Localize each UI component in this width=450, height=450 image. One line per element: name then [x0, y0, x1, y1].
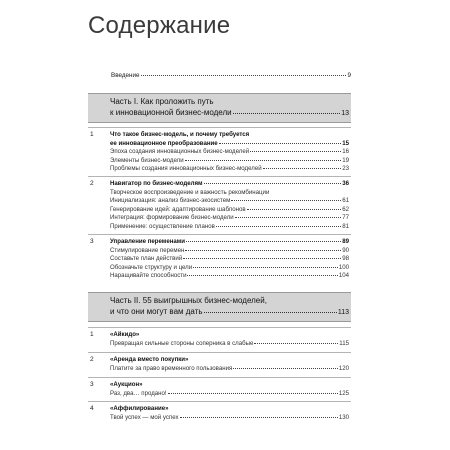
- dot-leader: [193, 267, 338, 268]
- toc-entry: [110, 131, 349, 140]
- toc-entry: [110, 264, 349, 273]
- toc-entry: [110, 197, 349, 206]
- dot-leader: [187, 275, 337, 276]
- toc-entry: [110, 148, 349, 157]
- dot-leader: [247, 209, 342, 210]
- model-number: 4: [90, 405, 94, 412]
- toc-page-number: 125: [338, 389, 349, 397]
- dot-leader: [233, 368, 338, 369]
- toc-entry-label: Обозначьте структуру и цели: [110, 263, 193, 271]
- toc-entry: [110, 272, 349, 281]
- dot-leader: [231, 200, 341, 201]
- dot-leader: [183, 258, 341, 259]
- toc-entry-label: «Аукцион»: [110, 381, 143, 388]
- dot-leader: [204, 183, 342, 184]
- toc-entry-label: Навигатор по бизнес-моделям: [110, 180, 203, 187]
- dot-leader: [263, 168, 342, 169]
- toc-page-number: 130: [338, 413, 349, 421]
- toc-entry: [110, 390, 349, 399]
- chapter-number: 2: [90, 180, 94, 187]
- toc-page-number: 23: [342, 165, 349, 173]
- toc-entry: [110, 140, 349, 149]
- divider: [88, 401, 351, 402]
- toc-page-number: 62: [342, 205, 349, 213]
- dot-leader: [204, 312, 337, 313]
- toc-page-number: 77: [342, 214, 349, 222]
- toc-entry-label: Раз, два… продано!: [110, 389, 167, 397]
- toc-entry: [110, 206, 349, 215]
- toc-entry-label: Применение: осуществление планов: [110, 222, 215, 230]
- divider: [88, 327, 351, 328]
- toc-entry-label: Интеграция: формирование бизнес-модели: [110, 214, 234, 222]
- model-number: 3: [90, 381, 94, 388]
- divider: [88, 176, 351, 177]
- dot-leader: [250, 151, 341, 152]
- dot-leader: [186, 241, 341, 242]
- toc-entry-label: Творческое воспроизведение и важность рекомбинации: [110, 188, 270, 196]
- part-1-title-line1: Как проложить путь: [140, 97, 214, 106]
- toc-entry-intro: [111, 72, 351, 79]
- divider: [88, 352, 351, 353]
- toc-page-number: 104: [338, 272, 349, 280]
- toc-page-number: 36: [342, 180, 349, 187]
- toc-entry-label: Твой успех — мой успех: [110, 413, 179, 421]
- chapter-number: 1: [90, 131, 94, 138]
- toc-entry: [110, 238, 349, 247]
- part-2-title-line1: 55 выигрышных бизнес-моделей,: [142, 296, 267, 305]
- toc-entry-label: Элементы бизнес-модели: [110, 156, 184, 164]
- toc-entry: [110, 180, 349, 189]
- model-number: 1: [90, 331, 94, 338]
- toc-entry-label: Эпоха создания инновационных бизнес-моделей: [110, 148, 250, 156]
- model-number: 2: [90, 356, 94, 363]
- toc-entry: [110, 414, 349, 423]
- toc-entry-label: Проблемы создания инновационных бизнес-моделей: [110, 165, 262, 173]
- toc-page-number: 115: [339, 339, 349, 347]
- toc-entry-label: Инициализация: анализ бизнес-экосистем: [110, 197, 231, 205]
- dot-leader: [219, 143, 342, 144]
- dot-leader: [185, 250, 341, 251]
- divider: [88, 127, 351, 128]
- page-title: Содержание: [88, 12, 231, 39]
- toc-entry-label: Введение: [111, 72, 140, 79]
- toc-page-number: 9: [347, 72, 351, 79]
- toc-entry-label: Генерирование идей: адаптирование шаблонов: [110, 205, 246, 213]
- toc-entry: [110, 247, 349, 256]
- part-2-banner: [88, 292, 351, 322]
- toc-entry: [110, 223, 349, 232]
- part-2-prefix: Часть II.: [110, 296, 141, 305]
- toc-entry-label: «Аффилирование»: [110, 405, 169, 412]
- toc-entry: [110, 365, 349, 374]
- toc-entry: [110, 255, 349, 264]
- toc-entry-label: Что такое бизнес-модель, и почему требуется: [110, 131, 250, 138]
- toc-entry-label: Составьте план действий: [110, 255, 183, 263]
- dot-leader: [233, 113, 341, 114]
- toc-page-number: 19: [342, 156, 349, 164]
- toc-entry: [110, 157, 349, 166]
- toc-entry: [110, 214, 349, 223]
- chapter-number: 3: [90, 238, 94, 245]
- toc-entry: [110, 356, 349, 365]
- dot-leader: [180, 417, 338, 418]
- toc-entry: [110, 405, 349, 414]
- toc-entry-label: «Айкидо»: [110, 331, 140, 338]
- part-2-title-line2: и что они могут вам дать: [110, 306, 203, 316]
- toc-page-number: 98: [342, 255, 349, 263]
- toc-entry-label: Платите за право временного пользования: [110, 364, 233, 372]
- toc-entry-label: Наращивайте способности: [110, 272, 187, 280]
- dot-leader: [254, 343, 338, 344]
- toc-page-number: 89: [342, 238, 349, 245]
- toc-entry: [110, 165, 349, 174]
- dot-leader: [141, 75, 347, 76]
- toc-entry: [110, 331, 349, 340]
- part-1-banner: [88, 93, 351, 123]
- toc-entry: [110, 189, 349, 198]
- toc-page-number: 61: [342, 197, 349, 205]
- toc-entry-label: Превращая сильные стороны соперника в слабые: [110, 339, 254, 347]
- toc-entry: [110, 381, 349, 390]
- divider: [88, 377, 351, 378]
- dot-leader: [168, 393, 338, 394]
- part-1-page: 13: [341, 109, 349, 117]
- part-1-title-line2: к инновационной бизнес-модели: [110, 107, 232, 117]
- toc-page-number: 15: [342, 139, 349, 147]
- toc-entry-label: Стимулирование перемен: [110, 246, 185, 254]
- toc-entry: [110, 340, 349, 349]
- toc-page-number: 81: [342, 222, 349, 230]
- part-2-page: 113: [337, 308, 349, 316]
- toc-page-number: 90: [342, 246, 349, 254]
- divider: [88, 234, 351, 235]
- dot-leader: [216, 226, 341, 227]
- toc-page-number: 16: [342, 148, 349, 156]
- toc-entry-label: ее инновационное преобразование: [110, 139, 218, 147]
- toc-entry-label: «Аренда вместо покупки»: [110, 356, 189, 363]
- toc-page-number: 120: [338, 364, 349, 372]
- dot-leader: [185, 160, 342, 161]
- part-1-prefix: Часть I.: [110, 97, 139, 106]
- dot-leader: [235, 217, 342, 218]
- toc-page-number: 100: [338, 263, 349, 271]
- toc-entry-label: Управление переменами: [110, 238, 186, 245]
